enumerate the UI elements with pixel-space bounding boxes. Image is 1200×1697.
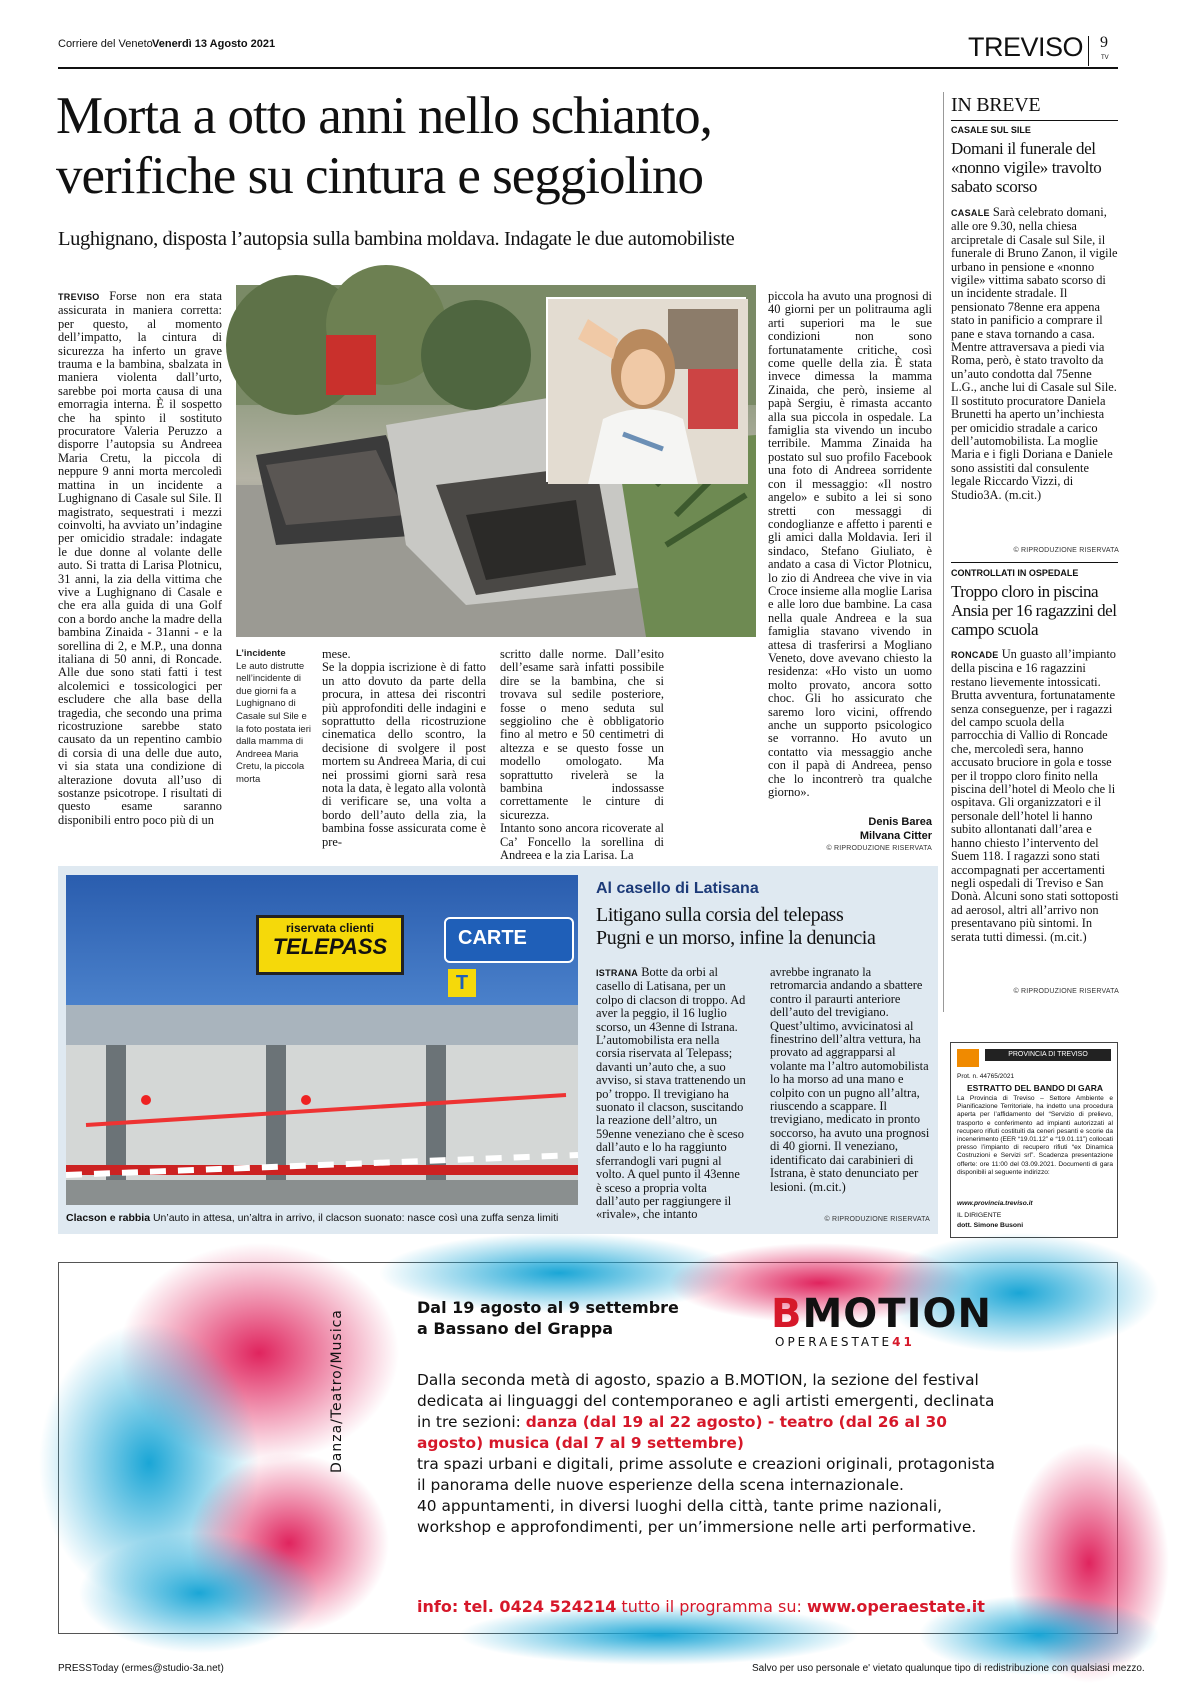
bmotion-logo (771, 1293, 991, 1349)
tollbooth-caption (66, 1212, 586, 1224)
brief1-body (951, 206, 1119, 544)
carte-sign: CARTE (444, 917, 574, 963)
article-column-2: mese. Se la doppia iscrizione è di fatto un atto dovuto da parte della procura, in attesa dei riscontri più approfonditi delle indagini e soprattutto della ricostruzione cinematica dello scontro, la decisione di svolgere il post mortem su Andreea Maria, di cui nei prossimi giorni sarà resa nota la data, è legato alla volontà di verificare se, una volta a bordo dell’auto della zia, la bambina fosse assicurata come è pre- (322, 647, 486, 849)
logo-letter-b: B (771, 1291, 803, 1337)
ad-dates-line-2: a Bassano del Grappa (417, 1319, 614, 1338)
ad-dates (417, 1297, 679, 1339)
article-column-1 (58, 290, 222, 850)
ad-info-mid: tutto il programma su: (616, 1597, 807, 1616)
notice-text: La Provincia di Treviso – Settore Ambiente e Pianificazione Territoriale, ha indetto una procedura aperta per l’affidamento del “Servizio di prelievo, trasporto e conferimento ad impianti autorizzati al recupero rifiuti costituiti da ceneri pesanti e scorie da incenerimento (EER “19.01.12” e “19.01.11”) collocati presso l’impianto di recupero rifiuti “ex Dinamica Costruzioni e Servizi srl”. Scadenza presentazione offerte: ore 11:00 del 03.09.2021. Documenti di gara disponibili al seguente indirizzo: (957, 1095, 1113, 1176)
brief2-body (951, 648, 1119, 986)
tollbooth-caption-text: Un’auto in attesa, un’altra in arrivo, il clacson suonato: nasce così una zuffa senza limiti (152, 1212, 559, 1224)
brief2-rights: © RIPRODUZIONE RISERVATA (1013, 988, 1119, 995)
footer-right: Salvo per uso personale e' vietato qualunque tipo di redistribuzione con qualsiasi mezzo. (752, 1663, 1145, 1674)
telepass-sign (256, 915, 404, 975)
caption-title: L’incidente (236, 648, 286, 659)
ad-paragraph-2: tra spazi urbani e digitali, prime assolute e creazioni originali, protagonista il panorama delle nuove esperienze della scena internazionale. (417, 1455, 995, 1494)
latisana-title (596, 904, 936, 950)
logo-operaestate: OPERAESTATE (775, 1335, 893, 1349)
latisana-text-col1: Botte da orbi al casello di Latisana, per un colpo di clacson di troppo. Ad aver la peggio, il 16 luglio scorso, un 43enne di Istrana. L’automobilista era nella corsia riservata al Telepass; davanti un’auto che, a suo avviso, si stava trattenendo un po’ troppo. Il trevigiano ha suonato il clacson, suscitando la reazione dell’altro, un 59enne veneziano che è sceso dall’auto e lo ha raggiunto sferrandogli vari pugni al volto. A quel punto il 43enne è sceso a propria volta dall’auto per raggiungere il «rivale», che intanto (596, 965, 746, 1222)
brief1-text: Sarà celebrato domani, alle ore 9.30, nella chiesa arcipretale di Casale sul Sile, il funerale di Bruno Zanon, il vigile urbano in pensione e «nonno vigile» vittima sabato scorso di un incidente stradale. Il pensionato 78enne era appena stato in panificio a comprare il pane e stava tornando a casa. Mentre attraversava a piedi via Roma, però, è stato travolto da un’auto condotta dal 75enne L.G., anche lui di Casale sul Sile. Il sostituto procuratore Daniela Brunetti ha aperto un’inchiesta per omicidio stradale a carico dell’automobilista. La moglie Maria e i figli Doriana e Daniele sono assistiti dal consulente legale Riccardo Vizzi, di Studio3A. (m.cit.) (951, 205, 1118, 502)
headline-line-1: Morta a otto anni nello schianto, (56, 87, 712, 145)
sidebar-divider (943, 92, 944, 1012)
ad-info-phone: info: tel. 0424 524214 (417, 1597, 617, 1616)
article-text-col1: Forse non era stata assicurata in maniera corretta: per questo, al momento dell’impatto, la cintura di sicurezza ha inferto un grave trauma e la bambina, sbalzata in maniera violenta dall’urto, sarebbe poi morta causa di una emorragia interna. È il sospetto che ha spinto il sostituto procuratore Valeria Peruzzo a disporre l’autopsia su Andreea Maria Cretu, la piccola di neppure 9 anni morta mercoledì mattina in un incidente a Lughignano di Casale sul Sile. Il magistrato, sequestrati i mezzi coinvolti, ha avviato un’indagine per omicidio stradale: indagate le due donne al volante delle auto. Si tratta di Larisa Plotnicu, 31 anni, la zia della vittima che vive a Lughignano di Casale e che era alla guida di una Golf con a bordo anche la madre della bambina Zinaida - 31anni - e la sorellina di 2, e M.P., una donna italiana di 50 anni, di Roncade. Alle due sono stati fatti i test alcolemici e tossicologici per escludere che alla base della tragedia, che secondo una prima ricostruzione sarebbe stato causato da un repentino cambio di corsia di una delle due auto, vi sia stata una condizione di alterazione dovuta all’uso di sostanze psicotrope. I risultati di questo esame saranno disponibili entro poco più di un (58, 289, 222, 827)
victim-photo (546, 297, 746, 482)
brief2-title: Troppo cloro in piscina Ansia per 16 ragazzini del campo scuola (951, 582, 1117, 639)
brief2-text: Un guasto all’impianto della piscina e 16 ragazzini restano lievemente intossicati. Brutta avventura, fortunatamente senza conseguenze, per i ragazzi del campo scuola della parrocchia di Vallio di Roncade che, mercoledì sera, hanno accusato bruciore in gola e tosse per il troppo cloro finito nella piscina dell’hotel di Meolo che li ospitava. Gli organizzatori e il personale dell’hotel li hanno subito allontanati dall’area e hanno chiesto l’intervento del Suem 118. I ragazzi sono stati accompagnati per accertamenti negli ospedali di Treviso e San Donà. Alcuni sono stati sottoposti ad aerosol, altri all’arrivo non presentavano più sintomi. In serata tutti dimessi. (m.cit.) (951, 647, 1119, 944)
section-name: TREVISO (968, 32, 1084, 62)
footer-left: PRESSToday (ermes@studio-3a.net) (58, 1663, 224, 1674)
ad-info-url[interactable]: www.operaestate.it (806, 1597, 985, 1616)
tollbooth-photo (66, 875, 578, 1205)
photo-caption (236, 648, 314, 787)
ad-dates-line-1: Dal 19 agosto al 9 settembre (417, 1298, 679, 1317)
latisana-title-line-2: Pugni e un morso, infine la denuncia (596, 927, 876, 949)
page-code: TV (1101, 55, 1109, 61)
ad-vertical-label: Danza/Teatro/Musica (329, 1309, 345, 1473)
article-location-tag: TREVISO (58, 292, 100, 302)
latisana-rights: © RIPRODUZIONE RISERVATA (824, 1216, 930, 1223)
brief-divider (951, 562, 1118, 563)
logo-motion: MOTION (802, 1291, 992, 1337)
sidebar-title-rule (951, 120, 1118, 121)
tollbooth-caption-bold: Clacson e rabbia (66, 1212, 151, 1224)
article-column-4: piccola ha avuto una prognosi di 40 giorni per un politrauma agli arti superiori ma le sue condizioni non sono fortunatamente critiche, così come quelle della zia. È stata invece dimessa la mamma Zinaida, che però, insieme al papà Sergiu, è rimasta accanto alla sua piccola in ospedale. La famiglia sta vivendo un incubo terribile. Mamma Zinaida ha postato sul suo profilo Facebook una foto di Andreea sorridente con il messaggio: «Il nostro angelo» e subito a lei si sono stretti con messaggi di condoglianze e affetto i parenti e gli amici dalla Moldavia. Ieri il sindaco, Stefano Giuliato, è andato a casa di Victor Plotnicu, lo zio di Andreea che vive in via Croce insieme alla moglie Larisa e alle loro due bambine. La casa nella quale Andreea e la sua famiglia stavano vivendo in attesa di trasferirsi a Mogliano Veneto, dove avevano chiesto la residenza: «Ho visto un uomo molto provato, ancora sotto choc. Gli ho assicurato che saremo loro vicini, offrendo anche un supporto psicologico se vorranno. Ho avuto un contatto via messaggio anche con il papà di Andreea, penso che lo incontrerò tra qualche giorno». (768, 289, 932, 800)
brief2-kicker: CONTROLLATI IN OSPEDALE (951, 568, 1079, 578)
author-1: Denis Barea (868, 816, 932, 828)
ad-body (417, 1370, 1007, 1538)
headline-line-2: verifiche su cintura e seggiolino (56, 147, 703, 205)
brief1-kicker: CASALE SUL SILE (951, 125, 1031, 135)
province-logo-icon (957, 1049, 979, 1067)
header-rule (58, 67, 1118, 69)
telepass-sign-small: riservata clienti (285, 921, 375, 935)
t-sign: T (448, 969, 476, 997)
sidebar-title: IN BREVE (951, 94, 1041, 116)
ad-info-line (417, 1597, 1037, 1616)
latisana-tag: ISTRANA (596, 968, 639, 978)
article-column-3: scritto dalle norme. Dall’esito dell’esame sarà infatti possibile dire se la bambina, che si trovava sul sedile posteriore, fosse o meno seduta sul seggiolino che è obbligatorio fino al metro e 50 centimetri di altezza e se questo fosse un modello omologato. Ma soprattutto rivelerà se la bambina indossasse correttamente le cinture di sicurezza. Intanto sono ancora ricoverate al Ca’ Foncello la sorellina di Andreea e la zia Larisa. La (500, 647, 664, 863)
ad-intro: Dalla seconda metà di agosto, spazio a B.MOTION, la sezione del festival dedicata ai linguaggi del contemporaneo e agli artisti emergenti, declinata in tre sezioni: (417, 1371, 995, 1431)
brief2-tag: RONCADE (951, 650, 999, 660)
bmotion-ad (58, 1262, 1118, 1634)
ad-intro-paragraph (417, 1370, 1007, 1454)
girl-saluting-illustration (548, 299, 748, 484)
brief1-tag: CASALE (951, 208, 990, 218)
notice-signer-name: dott. Simone Busoni (957, 1222, 1024, 1229)
header-divider (1088, 36, 1089, 66)
issue-date: Venerdì 13 Agosto 2021 (152, 38, 276, 50)
notice-url: www.provincia.treviso.it (957, 1200, 1033, 1207)
tender-notice (950, 1042, 1118, 1238)
ad-sections: danza (dal 19 al 22 agosto) - teatro (dal 26 al 30 agosto) musica (dal 7 al 9 settembre) (417, 1413, 947, 1452)
latisana-column-2: avrebbe ingranato la retromarcia andando a sbattere contro il paraurti anteriore dell’auto del trevigiano. Quest’ultimo, avvicinatosi al finestrino dell’altra vettura, ha provato ad aggrapparsi al volante ma l’altro automobilista lo ha morso ad una mano e colpito con un pugno all’altra, riuscendo a scappare. Il trevigiano, medicato in pronto soccorso, ha avuto una prognosi di 40 giorni. Il veneziano, identificato dai carabinieri di Istrana, è stato denunciato per lesioni. (m.cit.) (770, 965, 930, 1194)
telepass-sign-big: TELEPASS (272, 934, 388, 959)
brief1-rights: © RIPRODUZIONE RISERVATA (1013, 547, 1119, 554)
author-2: Milvana Citter (859, 830, 932, 842)
main-headline (56, 86, 926, 206)
brief1-title: Domani il funerale del «nonno vigile» travolto sabato scorso (951, 139, 1102, 196)
notice-signer-role: IL DIRIGENTE (957, 1212, 1002, 1219)
ad-paragraph-3: 40 appuntamenti, in diversi luoghi della città, tante prime nazionali, workshop e approfondimenti, per un’immersione nelle arti performative. (417, 1497, 977, 1536)
latisana-title-line-1: Litigano sulla corsia del telepass (596, 904, 844, 926)
logo-number: 41 (892, 1335, 915, 1349)
caption-text: Le auto distrutte nell’incidente di due giorni fa a Lughignano di Casale sul Sile e la foto postata ieri dalla mamma di Andreea Maria Cretu, la piccola morta (236, 660, 311, 785)
main-subheadline: Lughignano, disposta l’autopsia sulla bambina moldava. Indagate le due automobiliste (58, 228, 735, 250)
notice-title: ESTRATTO DEL BANDO DI GARA (966, 1083, 1103, 1093)
paper-name: Corriere del Veneto (58, 38, 153, 50)
notice-org: PROVINCIA DI TREVISO (985, 1049, 1111, 1061)
article-rights: © RIPRODUZIONE RISERVATA (826, 845, 932, 852)
latisana-column-1 (596, 966, 748, 1224)
notice-protocol: Prot. n. 44765/2021 (957, 1073, 1015, 1080)
page-number: 9 (1100, 34, 1108, 51)
latisana-kicker: Al casello di Latisana (596, 880, 759, 897)
